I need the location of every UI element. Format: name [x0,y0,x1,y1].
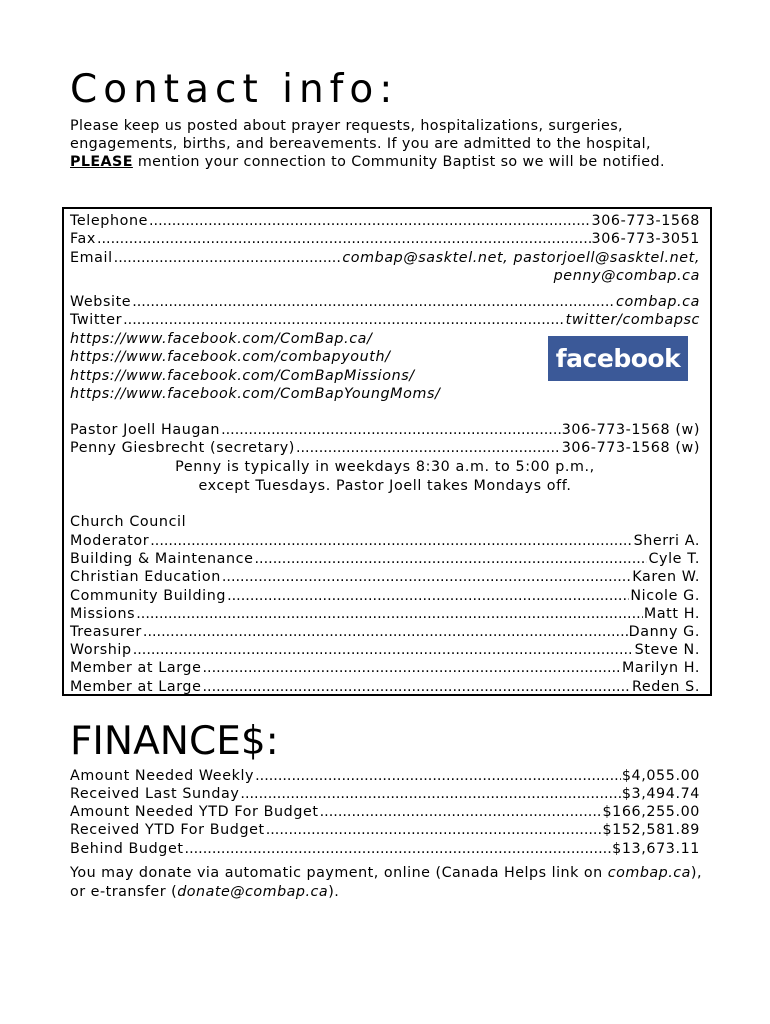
twitter-label: Twitter [70,312,123,328]
council-name: Cyle T. [648,551,700,567]
council-row [70,641,700,659]
council-row [70,550,700,568]
intro-emphasis: PLEASE [70,154,133,171]
finance-label: Received YTD For Budget [70,822,265,838]
donate-email-link[interactable]: donate@combap.ca [177,883,329,900]
leader-dots [136,605,643,623]
finance-row [70,840,700,858]
council-role: Moderator [70,533,150,549]
pastor-label: Pastor Joell Haugan [70,422,221,438]
council-name: Karen W. [632,569,700,585]
council-role: Treasurer [70,624,142,640]
council-row [70,605,700,623]
council-name: Steve N. [634,642,700,658]
donate-website-link[interactable]: combap.ca [607,865,691,881]
finance-value: $13,673.11 [612,841,700,857]
council-row [70,659,700,677]
twitter-row [70,311,700,329]
pastor-row [70,421,700,439]
council-row [70,532,700,550]
office-hours-line-1: Penny is typically in weekdays 8:30 a.m. to 5:00 p.m., [175,459,595,475]
secretary-phone: 306-773-1568 (w) [561,440,700,456]
leader-dots [203,678,632,696]
council-role: Community Building [70,588,227,604]
secretary-label: Penny Giesbrecht (secretary) [70,440,295,456]
pastor-phone: 306-773-1568 (w) [561,422,700,438]
leader-dots [97,230,591,248]
council-role: Christian Education [70,569,221,585]
council-name: Sherri A. [633,533,700,549]
finance-label: Received Last Sunday [70,786,240,802]
finance-value: $3,494.74 [621,786,700,802]
telephone-label: Telephone [70,213,149,229]
leader-dots [149,212,591,230]
leader-dots [123,311,565,329]
intro-text-start: Please keep us posted about prayer requests, hospitalizations, surgeries, engagements, births, and bereavements. If you are admitted to the hospital, [70,118,651,153]
leader-dots [296,439,561,457]
leader-dots [150,532,632,550]
finance-row [70,821,700,839]
intro-text-end: mention your connection to Community Baptist so we will be notified. [132,154,665,171]
leader-dots [222,568,631,586]
finance-label: Amount Needed Weekly [70,768,255,784]
website-value[interactable]: combap.ca [615,294,700,310]
website-label: Website [70,294,132,310]
facebook-logo: facebook [548,336,688,381]
council-row [70,568,700,586]
leader-dots [143,623,628,641]
leader-dots [240,785,620,803]
council-role: Member at Large [70,679,202,695]
twitter-value[interactable]: twitter/combapsc [565,312,700,328]
leader-dots [255,550,648,568]
contact-title: Contact info: [70,67,399,112]
finance-row [70,785,700,803]
email-label: Email [70,250,113,266]
finance-value: $152,581.89 [602,822,700,838]
finance-row [70,803,700,821]
fax-value: 306-773-3051 [591,231,700,247]
council-row [70,587,700,605]
facebook-link[interactable]: https://www.facebook.com/combapyouth/ [70,349,391,365]
council-name: Danny G. [628,624,700,640]
email-row [70,249,700,267]
council-name: Reden S. [632,679,700,695]
council-row [70,678,700,696]
telephone-value[interactable]: 306-773-1568 [591,213,700,229]
finance-value: $4,055.00 [621,768,700,784]
leader-dots [255,767,621,785]
facebook-link[interactable]: https://www.facebook.com/ComBap.ca/ [70,331,373,347]
telephone-row [70,212,700,230]
contact-intro [70,117,710,172]
facebook-link[interactable]: https://www.facebook.com/ComBapMissions/ [70,368,415,384]
secretary-row [70,439,700,457]
council-name: Marilyn H. [621,660,700,676]
finance-label: Amount Needed YTD For Budget [70,804,319,820]
leader-dots [133,641,634,659]
leader-dots [132,293,615,311]
council-role: Worship [70,642,132,658]
finance-value: $166,255.00 [602,804,700,820]
donate-text: You may donate via automatic payment, online (Canada Helps link on [70,865,608,881]
donate-note [70,864,710,901]
leader-dots [227,587,629,605]
office-hours-line-2: except Tuesdays. Pastor Joell takes Mondays off. [198,478,572,494]
council-role: Missions [70,606,136,622]
finance-title: FINANCE$: [70,719,279,764]
leader-dots [114,249,342,267]
leader-dots [221,421,561,439]
council-role: Member at Large [70,660,202,676]
council-role: Building & Maintenance [70,551,254,567]
leader-dots [203,659,621,677]
website-row [70,293,700,311]
council-heading: Church Council [70,514,187,530]
council-name: Nicole G. [630,588,700,604]
leader-dots [185,840,612,858]
donate-text: ), or e-transfer ( [70,865,703,900]
donate-text: ). [328,883,340,900]
fax-label: Fax [70,231,96,247]
email-value-2[interactable]: penny@combap.ca [553,268,700,284]
council-name: Matt H. [643,606,700,622]
finance-label: Behind Budget [70,841,184,857]
council-row [70,623,700,641]
finance-row [70,767,700,785]
leader-dots [266,821,602,839]
facebook-link[interactable]: https://www.facebook.com/ComBapYoungMoms/ [70,386,441,402]
fax-row [70,230,700,248]
leader-dots [320,803,602,821]
email-value[interactable]: combap@sasktel.net, pastorjoell@sasktel.net, [342,250,700,266]
